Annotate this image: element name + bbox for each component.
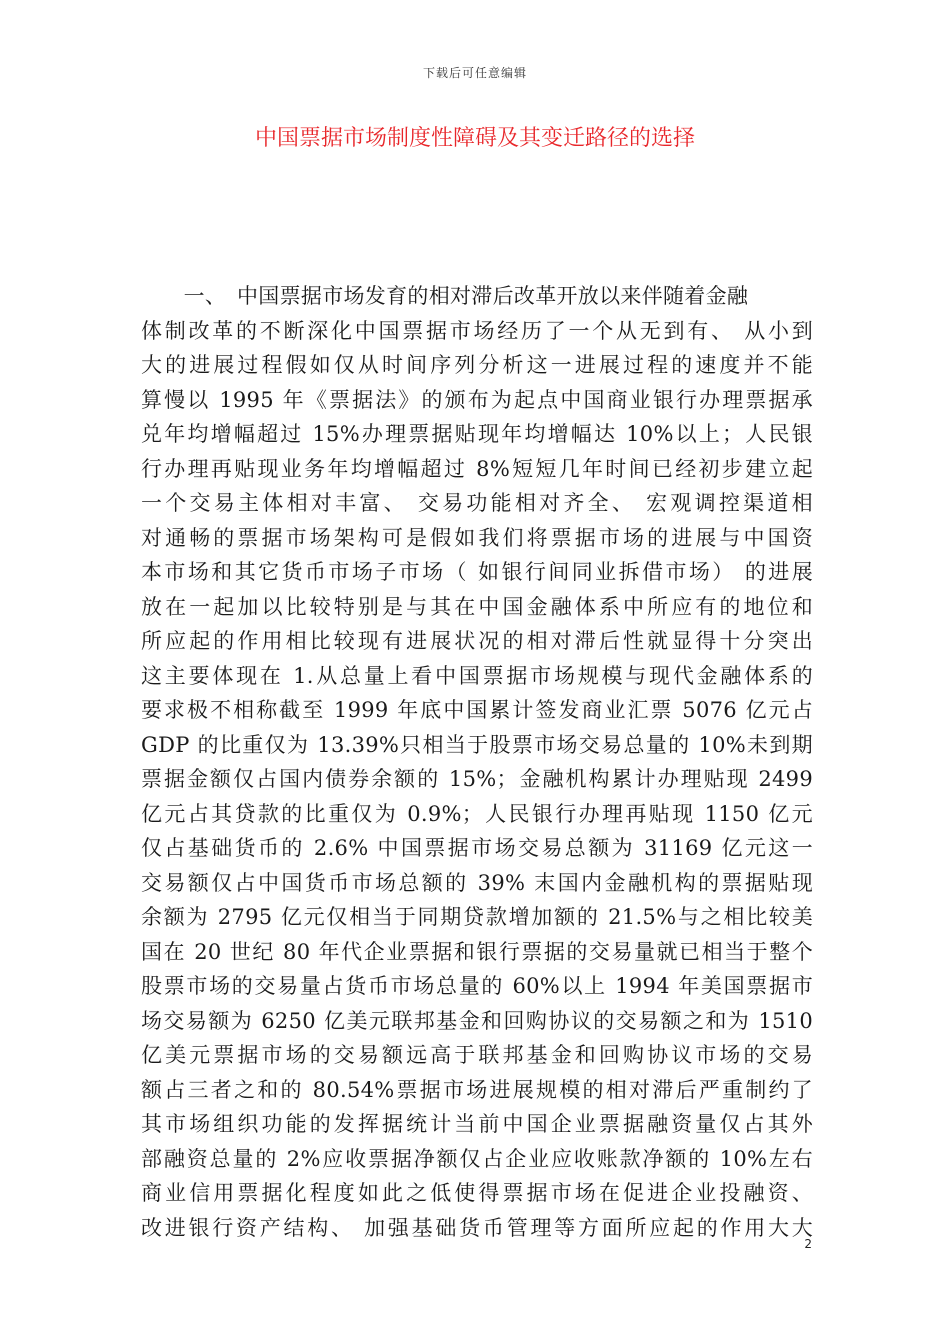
page-number: 2 [804, 1237, 812, 1251]
body-line: 改进银行资产结构、 加强基础货币管理等方面所应起的作用大大 [141, 1215, 813, 1240]
body-line: 国在 20 世纪 80 年代企业票据和银行票据的交易量就已相当于整个 [141, 939, 813, 964]
document-title: 中国票据市场制度性障碍及其变迁路径的选择 [254, 126, 695, 151]
body-line: 一个交易主体相对丰富、 交易功能相对齐全、 宏观调控渠道相 [141, 491, 813, 515]
body-line: 场交易额为 6250 亿美元联邦基金和回购协议的交易额之和为 1510 [141, 1008, 813, 1033]
body-line: 对通畅的票据市场架构可是假如我们将票据市场的进展与中国资 [141, 525, 813, 550]
body-line: 要求极不相称截至 1999 年底中国累计签发商业汇票 5076 亿元占 [141, 698, 813, 722]
body-line: 本市场和其它货币市场子市场（ 如银行间同业拆借市场） 的进展 [141, 560, 813, 584]
body-line: 放在一起加以比较特别是与其在中国金融体系中所应有的地位和 [141, 594, 813, 619]
body-line: 亿美元票据市场的交易额远高于联邦基金和回购协议市场的交易 [141, 1043, 813, 1067]
body-line: 部融资总量的 2%应收票据净额仅占企业应收账款净额的 10%左右 [141, 1146, 813, 1171]
body-line: 行办理再贴现业务年均增幅超过 8%短短几年时间已经初步建立起 [141, 456, 813, 481]
page-header-note: 下载后可任意编辑 [422, 66, 527, 80]
body-line: 体制改革的不断深化中国票据市场经历了一个从无到有、 从小到 [141, 318, 813, 343]
body-paragraph [141, 279, 813, 1245]
body-line: GDP 的比重仅为 13.39%只相当于股票市场交易总量的 10%未到期 [141, 732, 813, 757]
body-line: 商业信用票据化程度如此之低使得票据市场在促进企业投融资、 [141, 1181, 813, 1205]
body-line: 一、 中国票据市场发育的相对滞后改革开放以来伴随着金融 [141, 284, 749, 308]
body-line: 兑年均增幅超过 15%办理票据贴现年均增幅达 10%以上；人民银 [141, 422, 813, 446]
body-line: 仅占基础货币的 2.6% 中国票据市场交易总额为 31169 亿元这一 [141, 836, 813, 860]
body-line: 大的进展过程假如仅从时间序列分析这一进展过程的速度并不能 [141, 353, 813, 377]
body-line: 所应起的作用相比较现有进展状况的相对滞后性就显得十分突出 [141, 629, 813, 653]
body-line: 亿元占其贷款的比重仅为 0.9%；人民银行办理再贴现 1150 亿元 [141, 801, 813, 826]
body-line: 其市场组织功能的发挥据统计当前中国企业票据融资量仅占其外 [141, 1112, 813, 1136]
body-line: 这主要体现在 1.从总量上看中国票据市场规模与现代金融体系的 [141, 663, 813, 688]
body-line: 余额为 2795 亿元仅相当于同期贷款增加额的 21.5%与之相比较美 [141, 905, 813, 929]
body-line: 交易额仅占中国货币市场总额的 39% 末国内金融机构的票据贴现 [141, 870, 813, 895]
body-line: 额占三者之和的 80.54%票据市场进展规模的相对滞后严重制约了 [141, 1077, 813, 1102]
body-line: 票据金额仅占国内债券余额的 15%；金融机构累计办理贴现 2499 [141, 767, 813, 791]
body-line: 股票市场的交易量占货币市场总量的 60%以上 1994 年美国票据市 [141, 974, 813, 998]
body-line: 算慢以 1995 年《票据法》的颁布为起点中国商业银行办理票据承 [141, 387, 813, 412]
